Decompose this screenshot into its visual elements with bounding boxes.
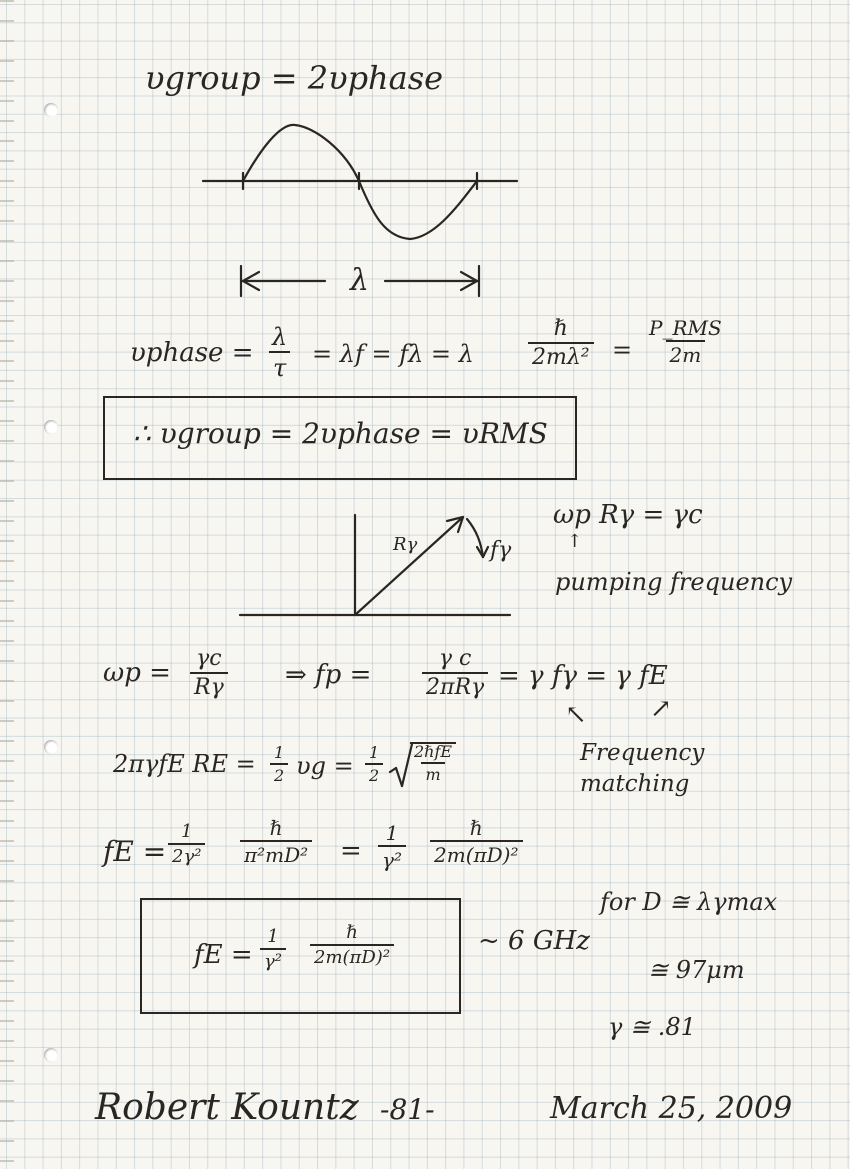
boxed-result: [103, 396, 577, 480]
binder-hole: [44, 1048, 58, 1062]
fraction-numerator: 1: [180, 821, 193, 842]
fraction-denominator: Rγ: [190, 672, 228, 699]
fraction-denominator: τ: [269, 351, 290, 380]
signature: Robert Kountz: [95, 1087, 359, 1128]
fraction-denominator: 2γ²: [168, 843, 205, 866]
fraction-p-rms-over-2m: [645, 318, 726, 365]
fraction-hbar-over-2m-lambda-squared: [528, 318, 594, 369]
phase-velocity-middle: = λf = fλ = λ: [312, 340, 474, 368]
approx-micrometers: ≅ 97μm: [648, 956, 745, 984]
fraction-numerator: 1: [369, 743, 380, 762]
vector-label: Rγ: [393, 534, 418, 555]
pumping-frequency-label: pumping frequency: [555, 568, 793, 596]
arc-label: fγ: [490, 538, 512, 563]
fraction-gamma-c-over-r-gamma: [190, 648, 228, 699]
fraction-numerator: P_RMS: [649, 316, 722, 340]
fraction-numerator: γ c: [438, 646, 472, 671]
sine-wave-sketch: [195, 115, 525, 245]
group-velocity-g: 𝜐g =: [296, 752, 354, 780]
fraction-denominator: γ²: [378, 845, 406, 870]
fraction-numerator: γc: [196, 646, 222, 671]
fraction-one-half: [365, 745, 383, 784]
phase-velocity-lhs: 𝜐phase =: [130, 338, 254, 368]
binder-hole: [44, 740, 58, 754]
date: March 25, 2009: [550, 1091, 793, 1126]
fraction-denominator: 2: [270, 763, 288, 784]
gamma-value: γ ≅ .81: [608, 1013, 696, 1041]
omega-p-lhs: ωp =: [103, 658, 171, 688]
fraction-numerator: 1: [267, 926, 279, 947]
boxed-fe-lhs: fE =: [194, 940, 253, 970]
fraction-hbar-over-pi-squared-m-d-squared: [240, 818, 312, 865]
for-d-condition: for D ≅ λγmax: [600, 888, 778, 916]
fraction-numerator: 1: [274, 743, 285, 762]
vector-diagram: [235, 505, 515, 625]
fe-eq-lhs: fE =: [103, 835, 167, 868]
fraction-lambda-over-tau: [268, 325, 291, 380]
binder-hole: [44, 420, 58, 434]
group-velocity-equation: 𝜐group = 2𝜐phase: [145, 59, 444, 97]
fraction-denominator: 2mλ²: [528, 342, 594, 369]
fraction-numerator: ℏ: [469, 816, 483, 840]
fraction-denominator: 2: [365, 763, 383, 784]
fraction-hbar-over-2m-pi-d-squared: [310, 924, 394, 967]
fraction-numerator: 1: [385, 821, 399, 845]
up-arrow: ↑: [567, 531, 583, 552]
fraction-numerator: ℏ: [269, 816, 283, 840]
boxed-result-text: ∴ 𝜐group = 2𝜐phase = 𝜐RMS: [133, 417, 548, 450]
fraction-denominator: π²mD²: [240, 840, 312, 865]
fraction-denominator: 2m(πD)²: [430, 840, 523, 865]
fraction-numerator: 2ℏfE: [414, 742, 453, 761]
fraction-denominator: 2m: [666, 340, 706, 365]
pumping-equation: ωp Rγ = γc: [553, 500, 703, 530]
fraction-one-over-2-gamma-squared: [168, 823, 205, 866]
omega-p-rhs: = γ fγ = γ fE: [498, 661, 668, 691]
arrow-right: ↗: [650, 694, 672, 724]
equals-sign: =: [340, 836, 362, 866]
binder-hole: [44, 103, 58, 117]
fraction-denominator: 2πRγ: [422, 672, 488, 699]
fraction-numerator: ℏ: [553, 316, 568, 341]
implies-fp: ⇒ fp =: [285, 660, 372, 690]
page-number: -81-: [380, 1093, 435, 1126]
fraction-denominator: 2m(πD)²: [310, 944, 394, 967]
fraction-one-half: [270, 745, 288, 784]
fraction-numerator: λ: [272, 323, 288, 351]
fraction-denominator: m: [421, 762, 444, 783]
energy-eq-lhs: 2πγfE RE =: [113, 750, 256, 778]
approx-ghz: ~ 6 GHz: [478, 926, 590, 956]
fraction-numerator: ℏ: [346, 922, 358, 943]
fraction-denominator: γ²: [260, 948, 286, 971]
fraction-sqrt-2hbar-fe-over-m: [410, 742, 456, 783]
frequency-matching-label: Frequency matching: [580, 740, 705, 798]
equals-sign: =: [612, 336, 633, 364]
fraction-hbar-over-2m-pi-d-squared: [430, 818, 523, 865]
wavelength-symbol: λ: [350, 263, 370, 298]
fraction-one-over-gamma-squared: [378, 823, 406, 870]
arrow-left: ↖: [565, 700, 587, 730]
fraction-one-over-gamma-squared: [260, 928, 286, 971]
spiral-binding: [0, 0, 14, 1169]
fraction-gamma-c-over-2pi-r-gamma: [422, 648, 488, 699]
boxed-fe-equation: [140, 898, 461, 1014]
